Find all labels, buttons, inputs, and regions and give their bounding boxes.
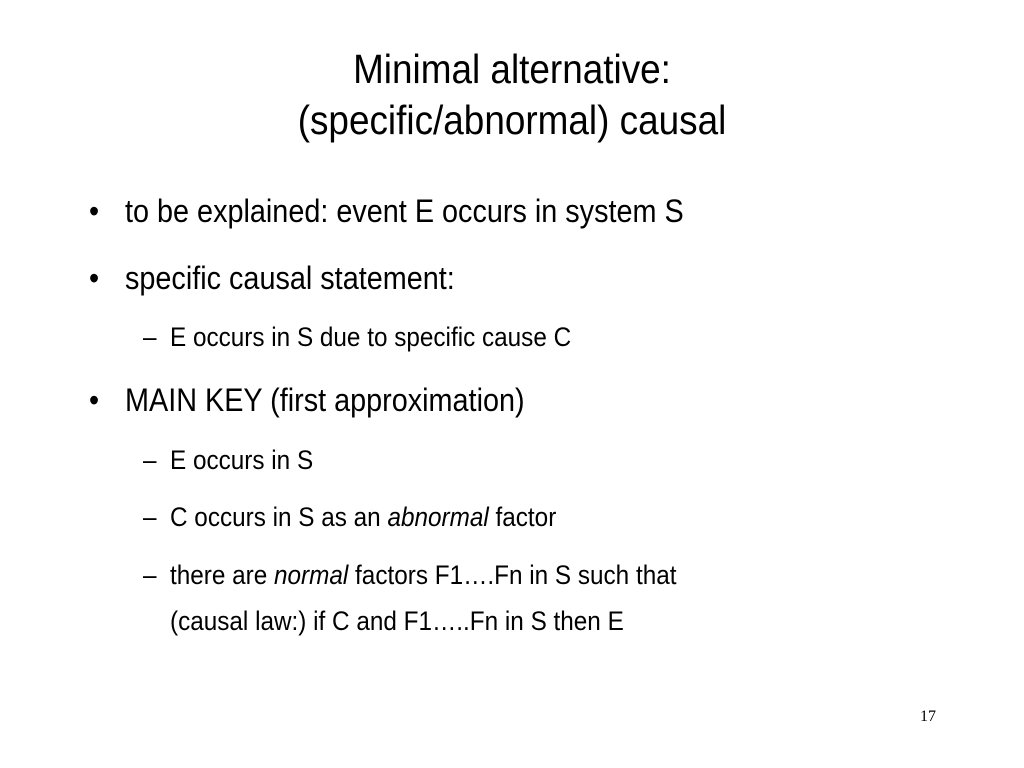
bullet-marker: • [89, 193, 100, 229]
bullet-marker: • [89, 260, 100, 296]
dash-marker: – [143, 445, 157, 475]
sub-bullet-item [143, 315, 572, 359]
dash-marker: – [143, 560, 157, 590]
bullet-text: MAIN KEY (first approximation) [125, 382, 525, 418]
dash-marker: – [143, 322, 157, 352]
sub-bullet-text: C occurs in S as an [170, 502, 388, 532]
bullet-item [89, 381, 525, 419]
sub-bullet-text: there are [170, 560, 275, 590]
sub-bullet-continuation [170, 599, 624, 643]
emphasis-text: abnormal [387, 502, 489, 532]
sub-bullet-text: factors F1….Fn in S such that [348, 560, 677, 590]
bullet-item [89, 192, 684, 230]
sub-bullet-text: (causal law:) if C and F1…..Fn in S then E [170, 606, 624, 636]
sub-bullet-item [143, 438, 314, 482]
sub-bullet-item [143, 553, 677, 597]
sub-bullet-text: E occurs in S due to specific cause C [170, 322, 572, 352]
page-number: 17 [920, 708, 936, 725]
sub-bullet-text: E occurs in S [170, 445, 314, 475]
bullet-item [89, 259, 455, 297]
dash-marker: – [143, 502, 157, 532]
bullet-marker: • [89, 382, 100, 418]
sub-bullet-item [143, 495, 557, 539]
title-line-2: (specific/abnormal) causal [297, 97, 727, 143]
title-line-1: Minimal alternative: [353, 46, 671, 92]
sub-bullet-text: factor [488, 502, 557, 532]
bullet-text: to be explained: event E occurs in system S [125, 193, 684, 229]
emphasis-text: normal [274, 560, 349, 590]
bullet-text: specific causal statement: [125, 260, 455, 296]
